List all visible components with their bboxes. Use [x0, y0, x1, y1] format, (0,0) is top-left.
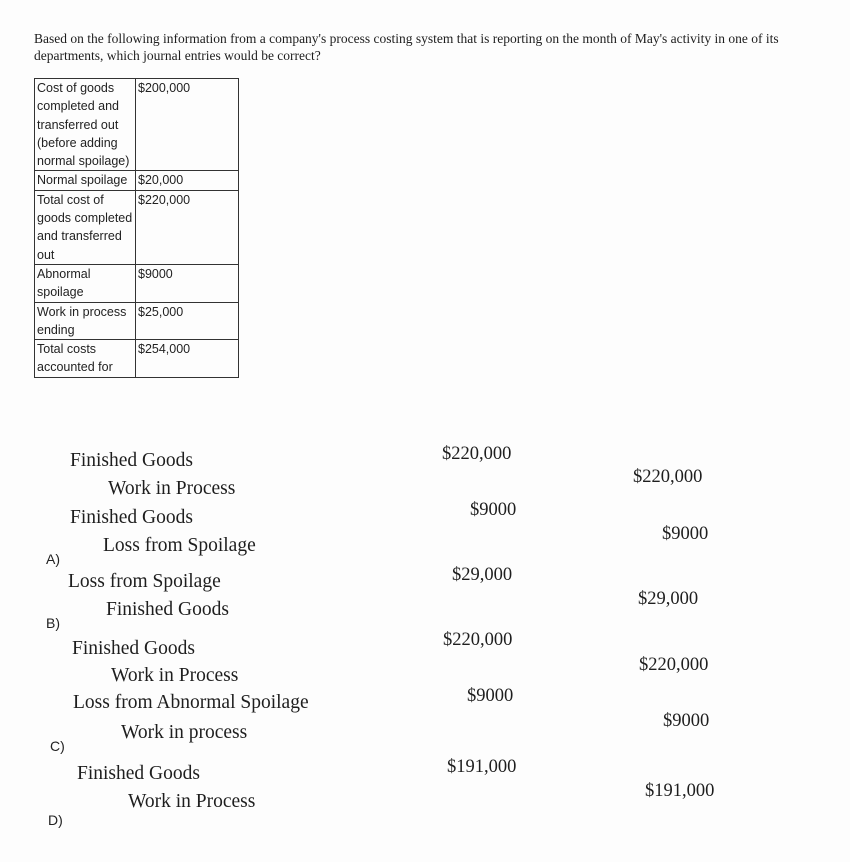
- table-cell-label: Total cost of goods completed and transferred out: [35, 190, 136, 264]
- option-c-entry1-debit-amount: $220,000: [443, 630, 513, 650]
- table-cell-label: Normal spoilage: [35, 171, 136, 190]
- option-b-entry1-credit-amount: $29,000: [638, 589, 699, 609]
- table-row: [35, 264, 239, 302]
- option-a-entry2-debit-amount: $9000: [470, 500, 517, 520]
- option-b-label[interactable]: B): [46, 615, 60, 631]
- option-c-entry2-debit-account: Loss from Abnormal Spoilage: [73, 692, 309, 713]
- table-cell-label: Abnormal spoilage: [35, 264, 136, 302]
- table-cell-value: $254,000: [136, 340, 239, 378]
- option-d-entry1-debit-amount: $191,000: [447, 757, 517, 777]
- table-cell-value: $220,000: [136, 190, 239, 264]
- option-c-entry1-credit-amount: $220,000: [639, 655, 709, 675]
- cost-info-table: [34, 78, 239, 378]
- option-b-entry1-credit-account: Finished Goods: [106, 599, 229, 620]
- question-text: Based on the following information from a company's process costing system that is reporting on the month of May's activity in one of its departments, which journal entries would be correct?: [34, 31, 779, 63]
- option-d-entry1-credit-account: Work in Process: [128, 791, 256, 812]
- option-a-label[interactable]: A): [46, 551, 60, 567]
- option-d-label[interactable]: D): [48, 812, 63, 828]
- table-row: [35, 79, 239, 171]
- option-c-entry2-credit-amount: $9000: [663, 711, 710, 731]
- option-b-entry1-debit-amount: $29,000: [452, 565, 513, 585]
- option-a-entry2-credit-account: Loss from Spoilage: [103, 535, 256, 556]
- option-a-entry1-credit-account: Work in Process: [108, 478, 236, 499]
- table-cell-label: Work in process ending: [35, 302, 136, 340]
- option-a-entry1-credit-amount: $220,000: [633, 467, 703, 487]
- option-a-entry1-debit-amount: $220,000: [442, 444, 512, 464]
- table-cell-value: $200,000: [136, 79, 239, 171]
- option-a-entry2-debit-account: Finished Goods: [70, 507, 193, 528]
- option-c-entry1-credit-account: Work in Process: [111, 665, 239, 686]
- option-a-entry2-credit-amount: $9000: [662, 524, 709, 544]
- table-row: [35, 171, 239, 190]
- table-cell-label: Total costs accounted for: [35, 340, 136, 378]
- table-row: [35, 190, 239, 264]
- option-b-entry1-debit-account: Loss from Spoilage: [68, 571, 221, 592]
- option-c-entry2-credit-account: Work in process: [121, 722, 248, 743]
- option-c-entry1-debit-account: Finished Goods: [72, 638, 195, 659]
- table-cell-label: Cost of goods completed and transferred out (before adding normal spoilage): [35, 79, 136, 171]
- table-row: [35, 302, 239, 340]
- option-d-entry1-debit-account: Finished Goods: [77, 763, 200, 784]
- table-row: [35, 340, 239, 378]
- table-cell-value: $25,000: [136, 302, 239, 340]
- option-a-entry1-debit-account: Finished Goods: [70, 450, 193, 471]
- table-cell-value: $9000: [136, 264, 239, 302]
- option-c-label[interactable]: C): [50, 738, 65, 754]
- option-c-entry2-debit-amount: $9000: [467, 686, 514, 706]
- option-d-entry1-credit-amount: $191,000: [645, 781, 715, 801]
- table-cell-value: $20,000: [136, 171, 239, 190]
